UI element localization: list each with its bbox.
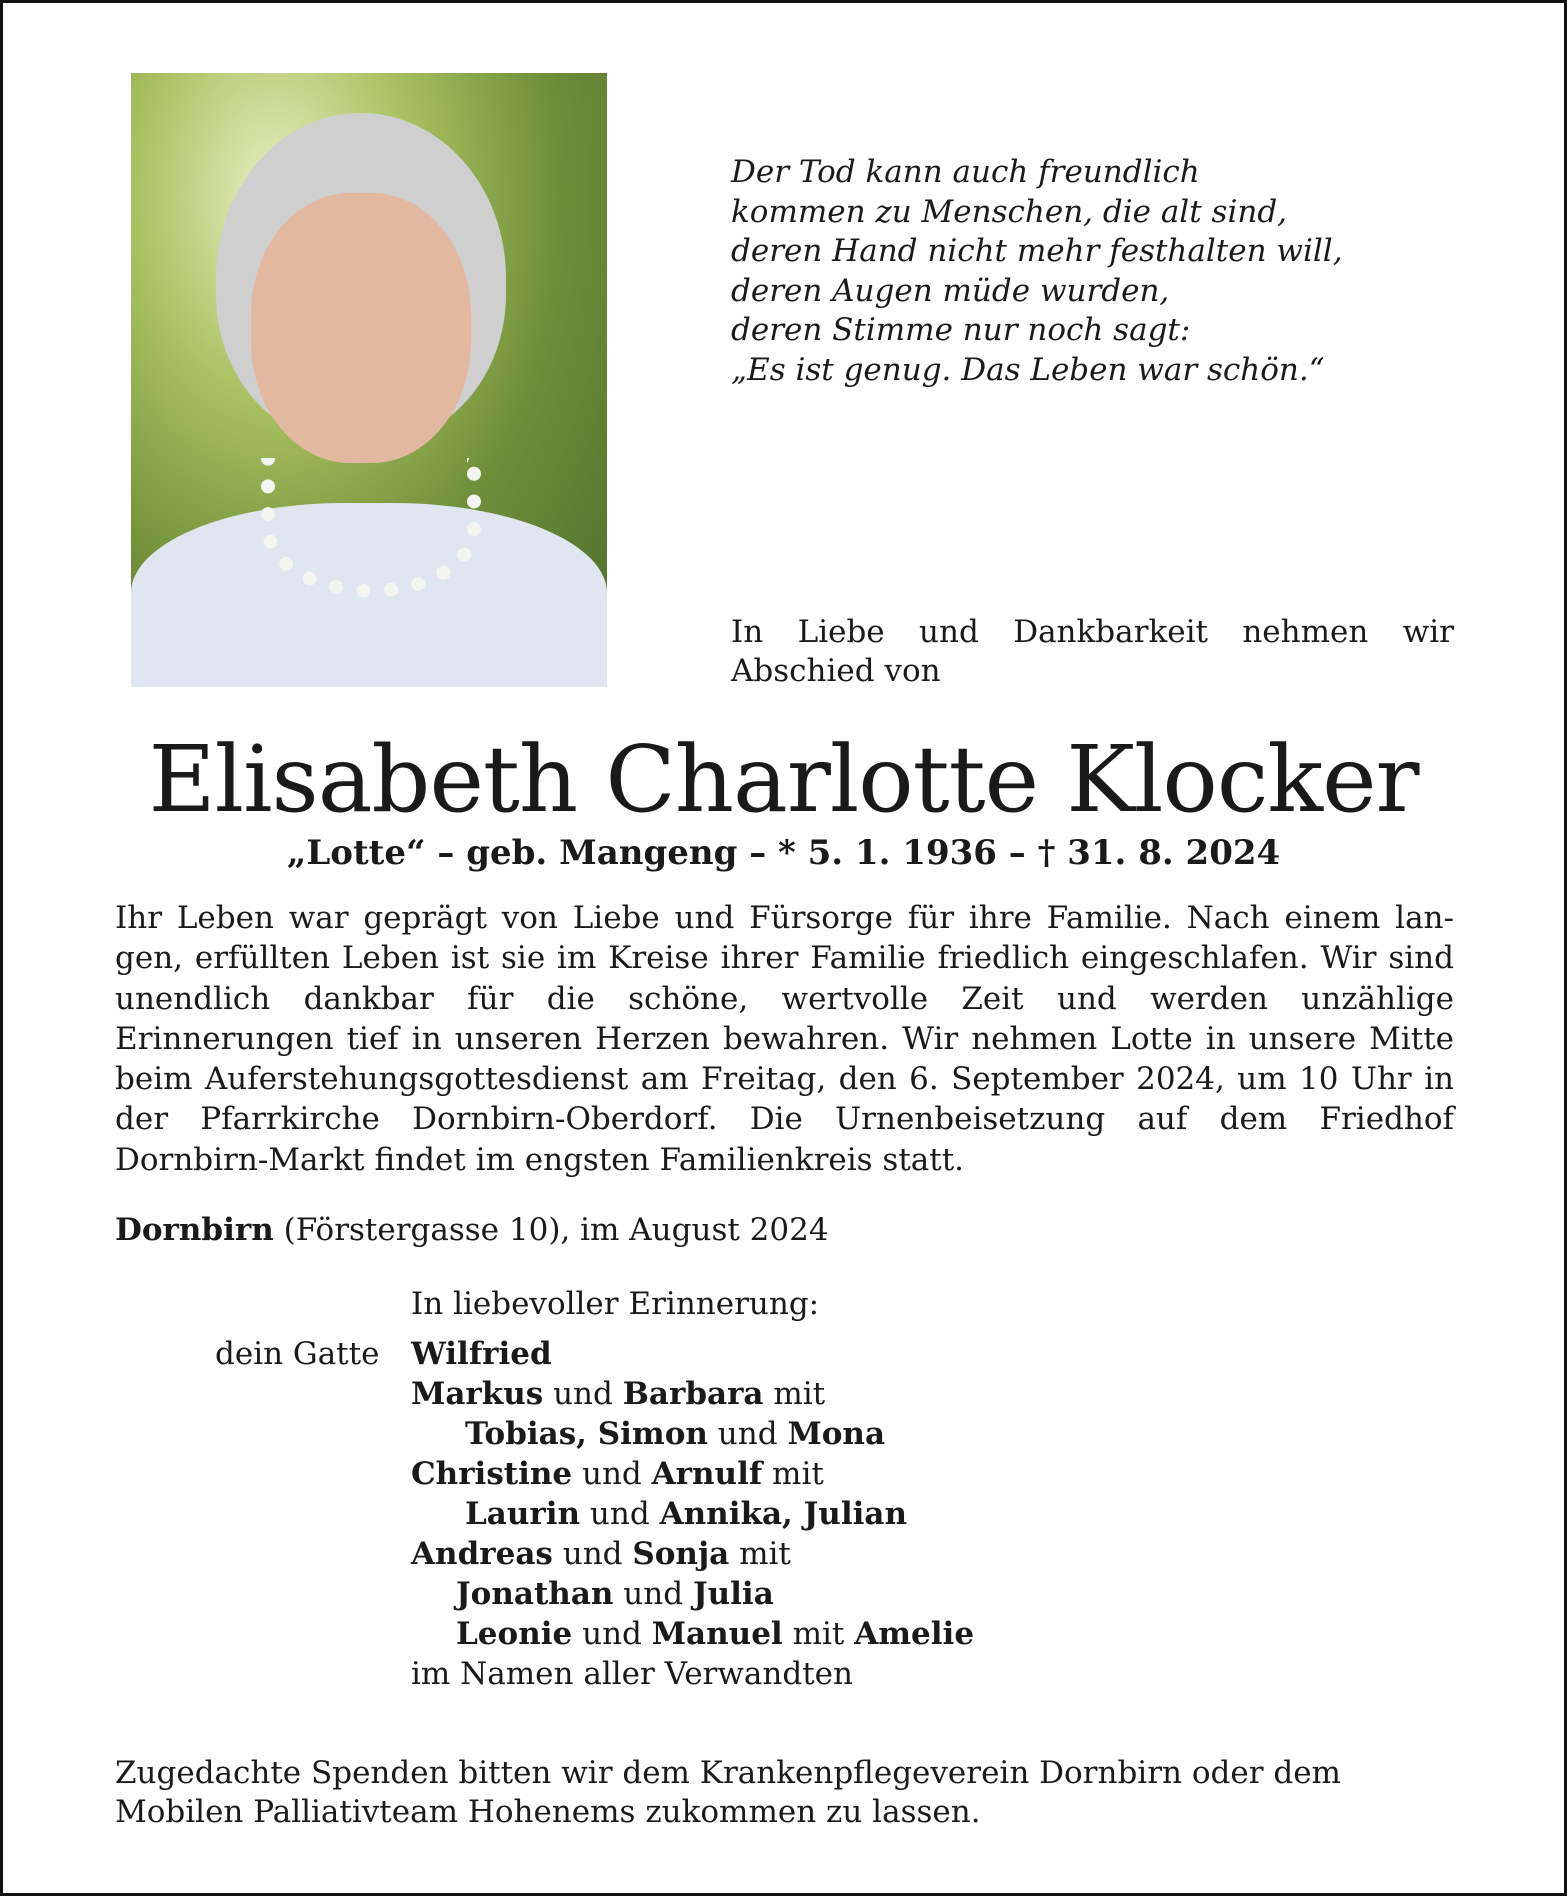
family-row — [215, 1334, 974, 1374]
poem-line: deren Hand nicht mehr festhalten will, — [731, 233, 1343, 269]
connector-text: und — [707, 1416, 788, 1452]
connector-text: und — [572, 1456, 652, 1492]
photo-pearl-necklace — [261, 458, 481, 598]
family-member-name: Christine — [411, 1456, 573, 1492]
family-rows — [215, 1334, 975, 1694]
family-member-name: Manuel — [651, 1616, 783, 1652]
family-member-name: Julia — [692, 1576, 774, 1612]
poem-line: deren Augen müde wurden, — [731, 272, 1170, 309]
donation-note: Zugedachte Spenden bitten wir dem Krankenpflegeverein Dornbirn oder dem Mobilen Palliativteam Hohenems zukommen zu lassen. — [115, 1755, 1341, 1830]
poem-line: Der Tod kann auch freundlich — [731, 154, 1200, 190]
family-member-name: Mona — [787, 1416, 886, 1452]
connector-text: mit — [763, 1376, 826, 1412]
family-member-name: Jonathan — [456, 1576, 614, 1612]
portrait-photo — [131, 73, 607, 687]
place-date-line — [115, 1212, 829, 1248]
family-row — [411, 1374, 974, 1414]
gatte-label: dein Gatte — [215, 1336, 380, 1372]
family-row — [411, 1454, 974, 1494]
family-row — [411, 1534, 974, 1574]
poem — [731, 153, 1343, 390]
family-heading: In liebevoller Erinnerung: — [411, 1286, 820, 1322]
dates-line: „Lotte“ – geb. Mangeng – * 5. 1. 1936 – † 31. 8. 2024 — [286, 833, 1281, 873]
family-row — [411, 1494, 974, 1534]
family-row — [411, 1654, 974, 1694]
intro-text: In Liebe und Dankbarkeit nehmen wir Abschied von — [731, 614, 1454, 689]
family-member-name: Laurin — [465, 1496, 581, 1532]
poem-line: deren Stimme nur noch sagt: — [731, 312, 1191, 348]
family-row — [411, 1414, 974, 1454]
connector-text: und — [552, 1536, 633, 1572]
place-city: Dornbirn — [115, 1212, 274, 1248]
connector-text: und — [613, 1576, 693, 1612]
family-member-name: Sonja — [632, 1536, 730, 1572]
family-member-name: Markus — [411, 1376, 544, 1412]
family-member-name: Annika, Julian — [659, 1496, 908, 1532]
family-member-name: Andreas — [411, 1536, 553, 1572]
connector-text: und — [543, 1376, 623, 1412]
family-row — [411, 1574, 974, 1614]
family-member-name: Barbara — [622, 1376, 764, 1412]
family-member-name: Wilfried — [411, 1336, 552, 1372]
connector-text: und — [572, 1616, 652, 1652]
family-member-name: Amelie — [854, 1616, 975, 1652]
connector-text: mit — [782, 1616, 855, 1652]
deceased-name: Elisabeth Charlotte Klocker — [148, 726, 1419, 833]
family-member-name: Arnulf — [651, 1456, 763, 1492]
connector-text: im Namen aller Verwandten — [411, 1656, 853, 1692]
family-list — [215, 1284, 975, 1694]
place-rest: (Förstergasse 10), im August 2024 — [273, 1212, 829, 1248]
photo-face — [251, 193, 471, 463]
family-row — [411, 1614, 974, 1654]
family-member-name: Leonie — [456, 1616, 573, 1652]
poem-line: „Es ist genug. Das Leben war schön.“ — [731, 351, 1325, 388]
connector-text: und — [580, 1496, 660, 1532]
poem-line: kommen zu Menschen, die alt sind, — [731, 193, 1288, 230]
body-text: Ihr Leben war geprägt von Liebe und Fürsorge für ihre Familie. Nach einem lan-gen, erfüllten Leben ist sie im Kreise ihrer Familie friedlich eingeschlafen. Wir sind unendlich dankbar für die schöne, wertvolle Zeit und werden unzählige Erinnerungen tief in unseren Herzen bewahren. Wir nehmen Lotte in unsere Mitte beim Auferstehungsgottesdienst am Freitag, den 6. September 2024, um 10 Uhr in der Pfarrkirche Dornbirn-Oberdorf. Die Urnenbeisetzung auf dem Friedhof Dornbirn-Markt findet im engsten Familienkreis statt. — [115, 900, 1454, 1178]
family-member-name: Tobias, Simon — [465, 1416, 708, 1452]
connector-text: mit — [729, 1536, 791, 1572]
connector-text: mit — [762, 1456, 824, 1492]
